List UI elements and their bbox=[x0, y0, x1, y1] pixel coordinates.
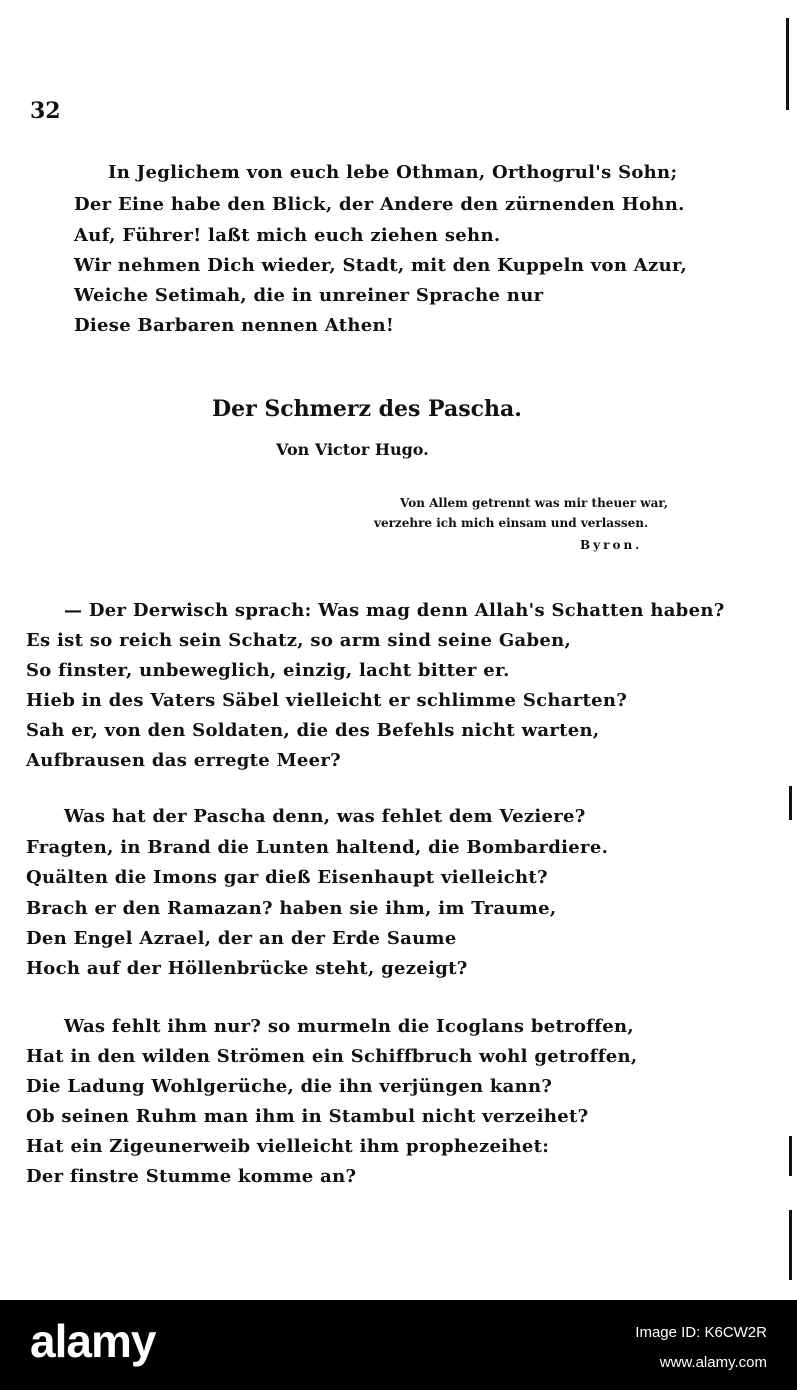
verse-line: Wir nehmen Dich wieder, Stadt, mit den Kuppeln von Azur, bbox=[74, 255, 688, 276]
verse-line: Hieb in des Vaters Säbel vielleicht er schlimme Scharten? bbox=[26, 690, 628, 711]
poem-title: Der Schmerz des Pascha. bbox=[212, 396, 522, 422]
verse-line: Der Eine habe den Blick, der Andere den zürnenden Hohn. bbox=[74, 194, 685, 215]
scan-edge-line-top bbox=[786, 18, 789, 110]
scan-edge-line-mid bbox=[789, 786, 792, 820]
verse-line: Es ist so reich sein Schatz, so arm sind seine Gaben, bbox=[26, 630, 572, 651]
verse-line: Der finstre Stumme komme an? bbox=[26, 1166, 357, 1187]
verse-line: Hat ein Zigeunerweib vielleicht ihm prophezeihet: bbox=[26, 1136, 550, 1157]
verse-line: In Jeglichem von euch lebe Othman, Orthogrul's Sohn; bbox=[108, 162, 678, 183]
verse-line: Die Ladung Wohlgerüche, die ihn verjüngen kann? bbox=[26, 1076, 553, 1097]
verse-line: Fragten, in Brand die Lunten haltend, die Bombardiere. bbox=[26, 837, 609, 858]
verse-line: Brach er den Ramazan? haben sie ihm, im Traume, bbox=[26, 898, 557, 919]
poem-author: Von Victor Hugo. bbox=[276, 440, 429, 459]
verse-line: Hat in den wilden Strömen ein Schiffbruch wohl getroffen, bbox=[26, 1046, 638, 1067]
verse-line: So finster, unbeweglich, einzig, lacht bitter er. bbox=[26, 660, 510, 681]
verse-line: Auf, Führer! laßt mich euch ziehen sehn. bbox=[74, 225, 501, 246]
page-number: 32 bbox=[30, 98, 61, 124]
verse-line: Weiche Setimah, die in unreiner Sprache nur bbox=[74, 285, 544, 306]
verse-line: Ob seinen Ruhm man ihm in Stambul nicht verzeihet? bbox=[26, 1106, 589, 1127]
verse-line: Diese Barbaren nennen Athen! bbox=[74, 315, 395, 336]
stock-footer-banner bbox=[0, 1300, 797, 1390]
epigraph-line: Von Allem getrennt was mir theuer war, bbox=[400, 496, 669, 510]
verse-line: Hoch auf der Höllenbrücke steht, gezeigt? bbox=[26, 958, 468, 979]
verse-line: Was hat der Pascha denn, was fehlet dem Veziere? bbox=[64, 806, 586, 827]
verse-line: Aufbrausen das erregte Meer? bbox=[26, 750, 341, 771]
scan-edge-line-low bbox=[789, 1136, 792, 1176]
image-id-label: Image ID: K6CW2R bbox=[635, 1324, 767, 1341]
verse-line: — Der Derwisch sprach: Was mag denn Allah's Schatten haben? bbox=[64, 600, 725, 621]
alamy-logo: alamy bbox=[30, 1315, 156, 1367]
epigraph-line: verzehre ich mich einsam und verlassen. bbox=[374, 516, 649, 530]
verse-line: Den Engel Azrael, der an der Erde Saume bbox=[26, 928, 457, 949]
verse-line: Sah er, von den Soldaten, die des Befehls nicht warten, bbox=[26, 720, 600, 741]
scan-edge-line-bottom bbox=[789, 1210, 792, 1280]
verse-line: Was fehlt ihm nur? so murmeln die Icoglans betroffen, bbox=[64, 1016, 634, 1037]
footer-url: www.alamy.com bbox=[659, 1354, 767, 1371]
epigraph-attribution: Byron. bbox=[580, 538, 643, 552]
verse-line: Quälten die Imons gar dieß Eisenhaupt vielleicht? bbox=[26, 867, 548, 888]
